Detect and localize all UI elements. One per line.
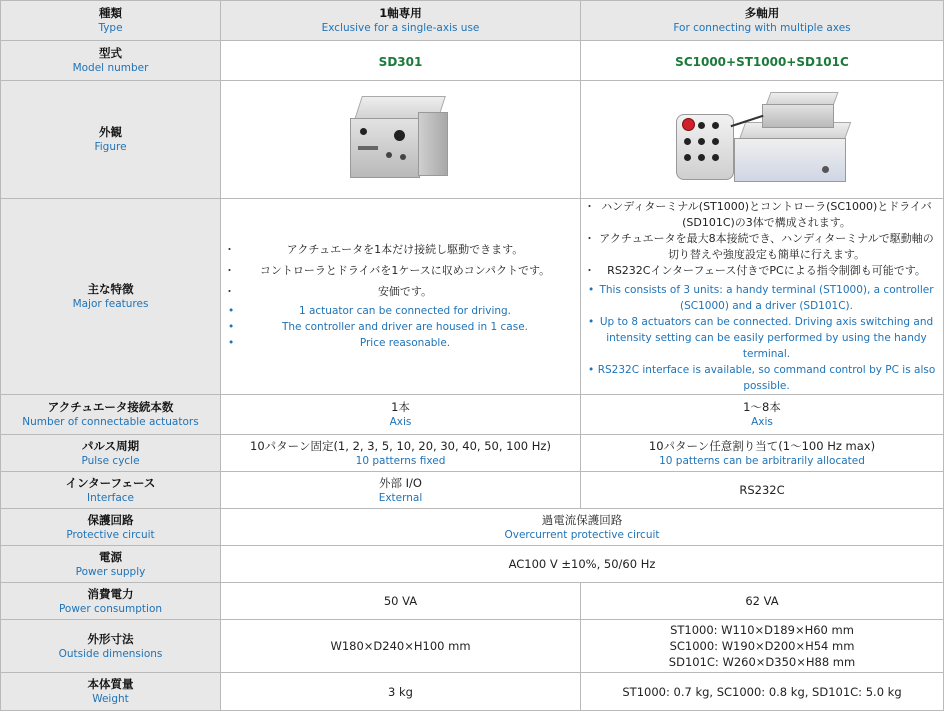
protective-value [221, 509, 944, 546]
row-type [1, 1, 944, 41]
row-dimensions [1, 620, 944, 673]
list-item: • 1 actuator can be connected for driving. [227, 303, 574, 319]
multi-figure [581, 81, 944, 199]
label-en: Power supply [75, 565, 146, 578]
single-type-jp: 1軸専用 [379, 6, 422, 20]
multi-actuators [581, 395, 944, 435]
label-en: Outside dimensions [58, 647, 163, 660]
list-item: • Price reasonable. [227, 335, 574, 351]
features-jp-list [227, 242, 574, 300]
row-actuators [1, 395, 944, 435]
value-jp: 10パターン任意割り当て(1～100 Hz max) [648, 438, 876, 453]
header-features [1, 199, 221, 395]
label-en: Major features [72, 298, 149, 310]
list-item: • The controller and driver are housed in 1 case. [227, 319, 574, 335]
single-pulse [221, 435, 581, 472]
label-jp: 消費電力 [87, 586, 134, 601]
value-jp: 外部 I/O [379, 475, 422, 490]
label-jp: 本体質量 [87, 677, 134, 691]
features-en-list [227, 303, 574, 351]
label-jp: アクチュエータ接続本数 [47, 400, 174, 414]
value: RS232C [739, 483, 785, 497]
header-actuators [1, 395, 221, 435]
multi-interface [581, 472, 944, 509]
label-jp: 外観 [99, 125, 122, 139]
value-jp: 10パターン固定(1, 2, 3, 5, 10, 20, 30, 40, 50, 100 Hz) [250, 438, 551, 453]
value: ST1000: 0.7 kg, SC1000: 0.8 kg, SD101C: 5.0 kg [622, 684, 902, 699]
value-jp: 1本 [391, 400, 410, 414]
value-en: Axis [751, 416, 773, 428]
label-en: Power consumption [58, 602, 163, 615]
multi-dimensions [581, 620, 944, 673]
single-type-en: Exclusive for a single-axis use [321, 22, 480, 34]
value-en: Axis [389, 416, 412, 428]
col-multi-header [581, 1, 944, 41]
value: 50 VA [383, 594, 418, 608]
single-actuators [221, 395, 581, 435]
value-en: External [378, 491, 423, 504]
row-model [1, 41, 944, 81]
multi-model [581, 41, 944, 81]
row-consumption [1, 583, 944, 620]
sd301-device-image [346, 94, 456, 186]
label-jp: パルス周期 [81, 438, 140, 453]
list-item: ・ アクチュエータを1本だけ接続し駆動できます。 [227, 242, 574, 258]
single-model [221, 41, 581, 81]
value: 3 kg [388, 684, 413, 699]
header-protective [1, 509, 221, 546]
value: W180×D240×H100 mm [330, 639, 471, 653]
value: AC100 V ±10%, 50/60 Hz [508, 557, 656, 571]
list-item: ・ ハンディターミナル(ST1000)とコントローラ(SC1000)とドライバ(SD101C)の3体で構成されます。 [587, 199, 937, 231]
single-dimensions [221, 620, 581, 673]
row-protective [1, 509, 944, 546]
model-number: SC1000+ST1000+SD101C [675, 55, 849, 69]
multi-consumption [581, 583, 944, 620]
multi-type-jp: 多軸用 [744, 6, 780, 20]
model-number: SD301 [378, 55, 423, 69]
label-en: Protective circuit [66, 528, 155, 541]
single-features [221, 199, 581, 395]
single-figure [221, 81, 581, 199]
list-item: • This consists of 3 units: a handy terminal (ST1000), a controller (SC1000) and a driver (SD101C). [587, 282, 937, 314]
power-value [221, 546, 944, 583]
label-jp: 型式 [99, 46, 122, 60]
header-dimensions [1, 620, 221, 673]
list-item: ・ アクチュエータを最大8本接続でき、ハンディターミナルで駆動軸の切り替えや強度設定も簡単に行えます。 [587, 231, 937, 263]
label-jp: 保護回路 [87, 512, 134, 527]
label-en: Type [98, 22, 123, 34]
header-model [1, 41, 221, 81]
list-item: • Up to 8 actuators can be connected. Driving axis switching and intensity setting can be easily performed by using the handy terminal. [587, 314, 937, 362]
list-item: • RS232C interface is available, so command control by PC is also possible. [587, 362, 937, 394]
value-en: Overcurrent protective circuit [504, 528, 660, 541]
single-consumption [221, 583, 581, 620]
list-item: ・ コントローラとドライバを1ケースに収めコンパクトです。 [227, 263, 574, 279]
row-features [1, 199, 944, 395]
value: 62 VA [745, 594, 779, 608]
value-sd101c: SD101C: W260×D350×H88 mm [668, 655, 856, 669]
label-en: Model number [72, 62, 149, 74]
value-jp: 1～8本 [743, 400, 781, 414]
label-en: Pulse cycle [81, 454, 140, 467]
row-pulse [1, 435, 944, 472]
value-sc1000: SC1000: W190×D200×H54 mm [669, 639, 855, 653]
label-en: Number of connectable actuators [22, 416, 199, 428]
value-st1000: ST1000: W110×D189×H60 mm [670, 623, 854, 637]
label-jp: 電源 [99, 549, 122, 564]
header-pulse [1, 435, 221, 472]
value-en: 10 patterns can be arbitrarily allocated [659, 454, 865, 467]
features-jp-list [587, 199, 937, 279]
col-single-header [221, 1, 581, 41]
label-en: Interface [86, 491, 134, 504]
multi-axis-device-image [672, 90, 852, 190]
multi-features [581, 199, 944, 395]
label-jp: 主な特徴 [87, 282, 134, 296]
row-interface [1, 472, 944, 509]
features-en-list [587, 282, 937, 394]
header-consumption [1, 583, 221, 620]
value-jp: 過電流保護回路 [541, 512, 623, 527]
header-interface [1, 472, 221, 509]
row-power [1, 546, 944, 583]
label-jp: 種類 [99, 6, 122, 20]
list-item: ・ RS232Cインターフェース付きでPCによる指令制御も可能です。 [587, 263, 937, 279]
value-en: 10 patterns fixed [355, 454, 446, 467]
list-item: ・ 安価です。 [227, 284, 574, 300]
header-power [1, 546, 221, 583]
single-interface [221, 472, 581, 509]
multi-pulse [581, 435, 944, 472]
label-en: Figure [94, 141, 127, 153]
header-type [1, 1, 221, 41]
row-figure [1, 81, 944, 199]
label-jp: 外形寸法 [87, 631, 134, 646]
header-figure [1, 81, 221, 199]
label-jp: インターフェース [65, 475, 156, 490]
label-en: Weight [92, 693, 129, 705]
multi-type-en: For connecting with multiple axes [673, 22, 851, 34]
